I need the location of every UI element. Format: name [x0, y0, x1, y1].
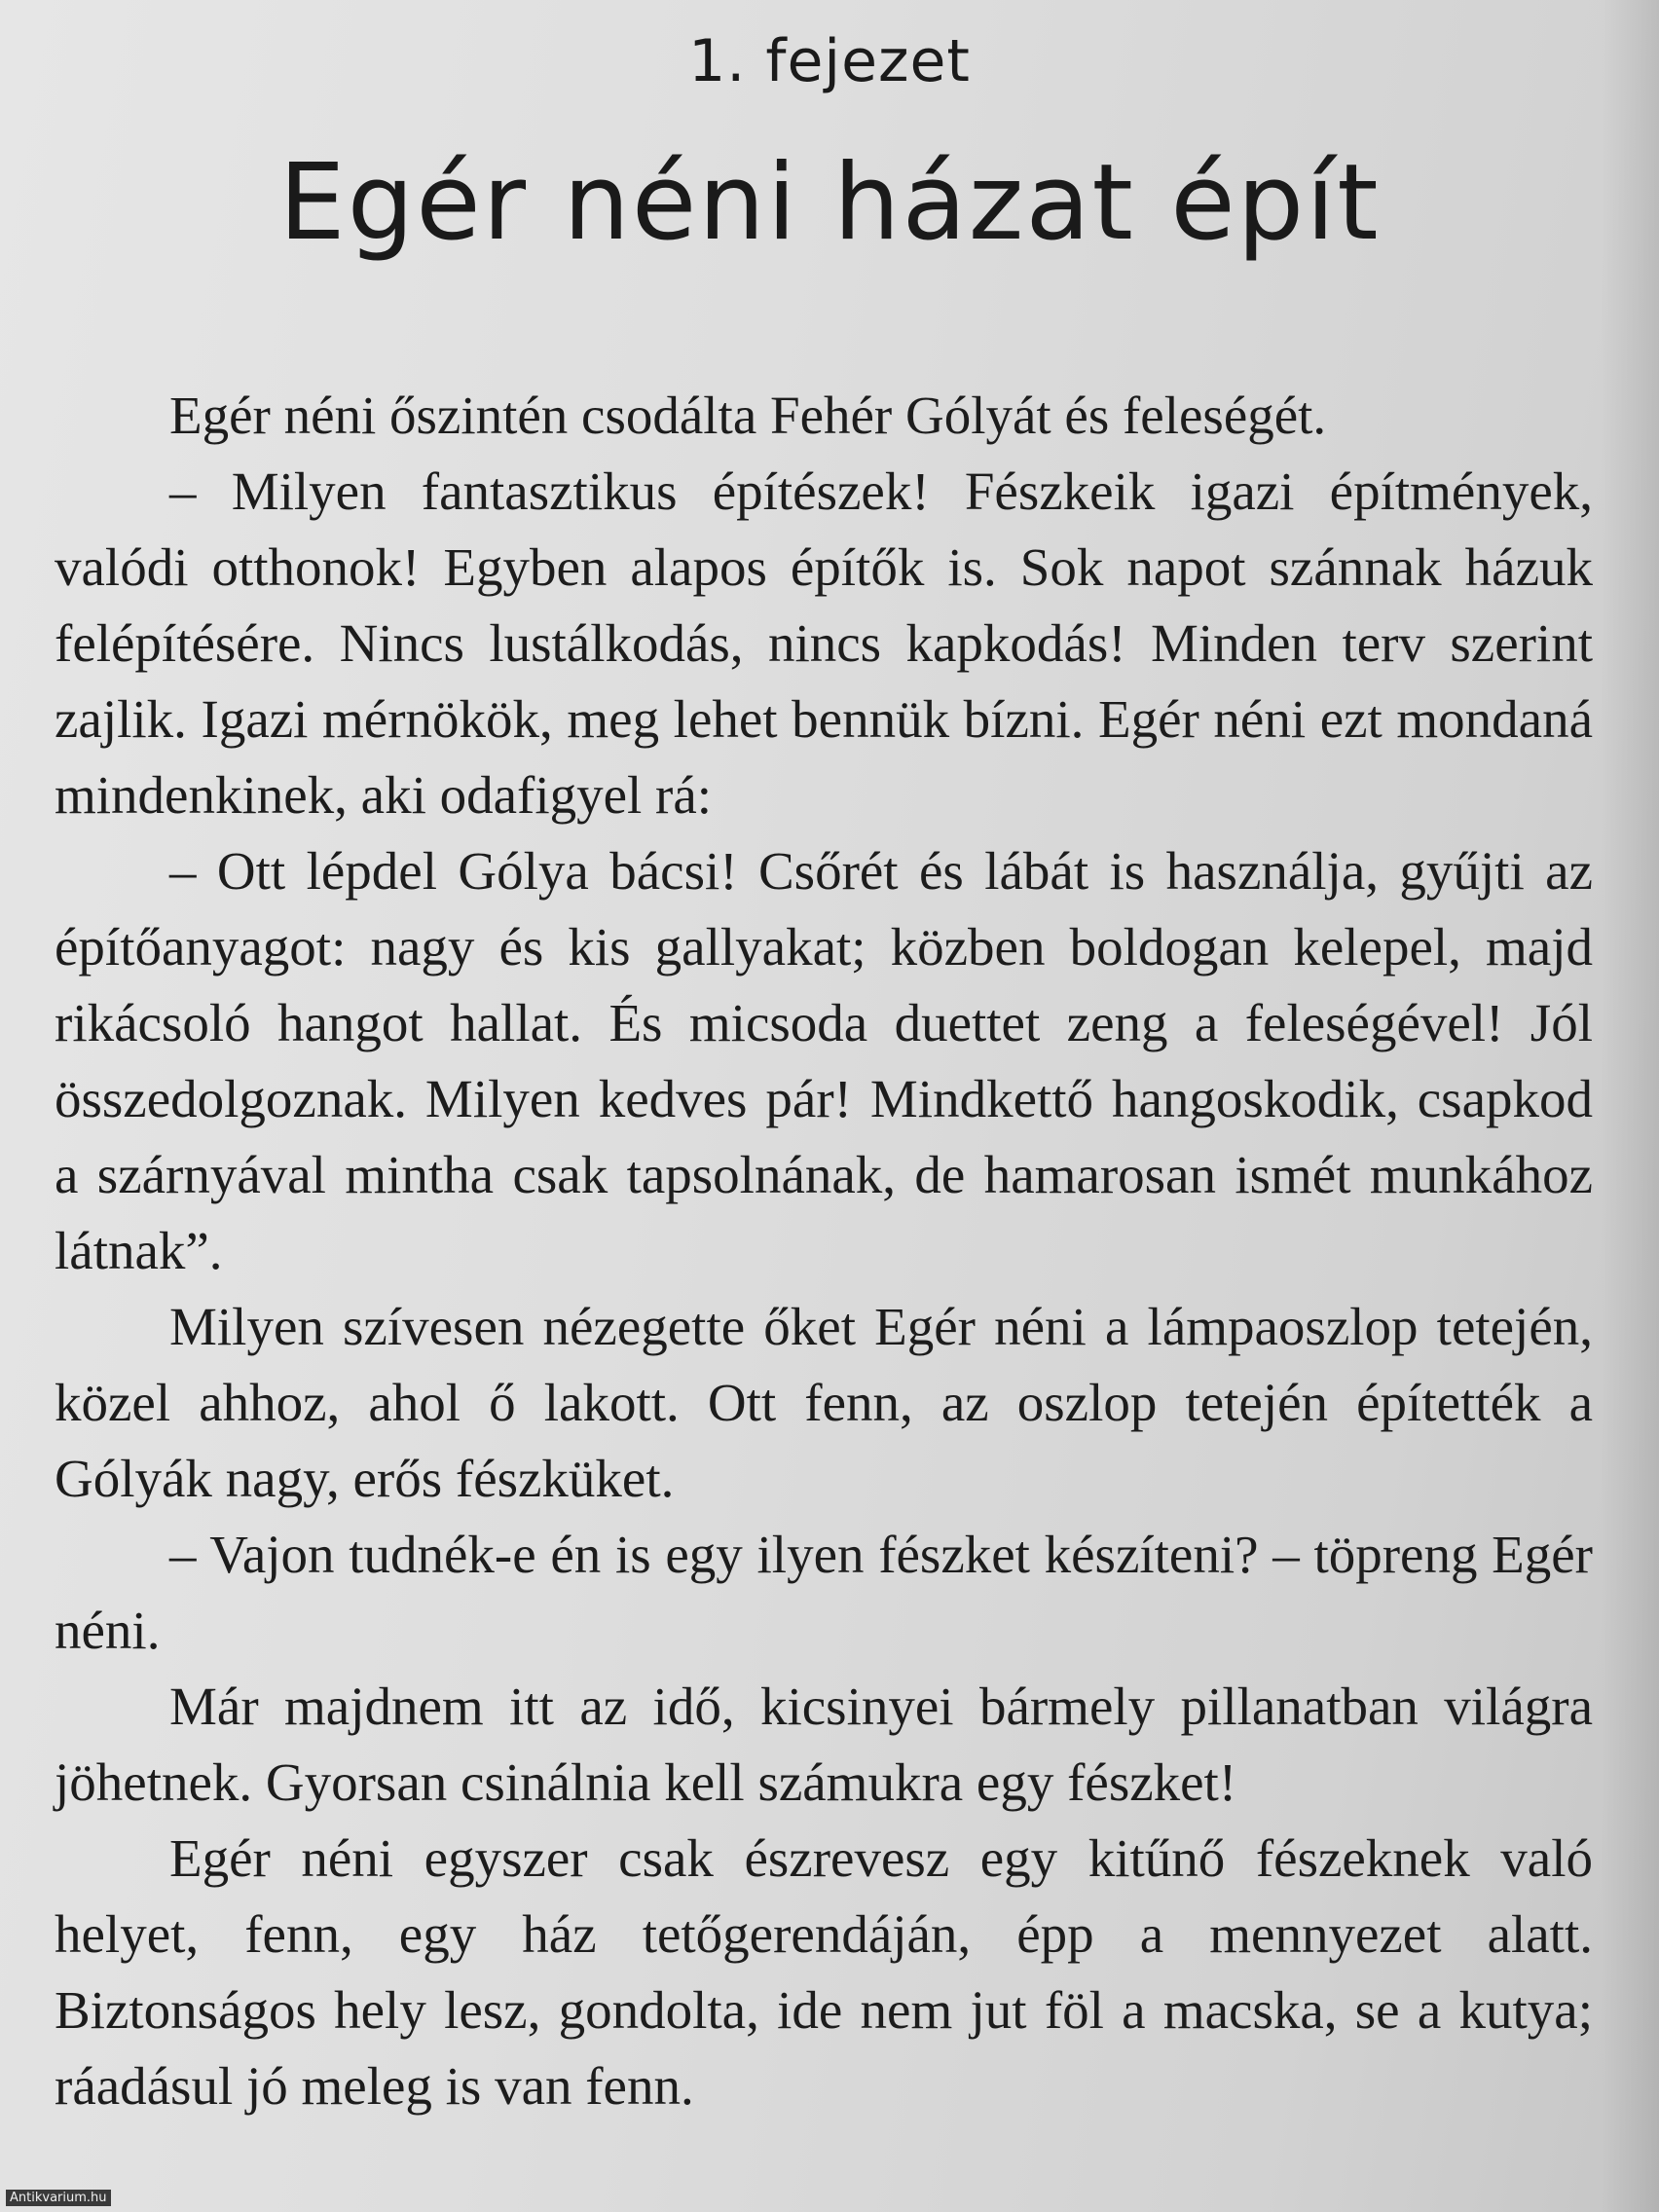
paragraph: Egér néni őszintén csodálta Fehér Gólyát és feleségét. [169, 386, 1327, 445]
paragraph: – Milyen fantasztikus építészek! Fészkeik igazi építmények, valódi otthonok! Egyben alapos építők is. Sok napot szánnak házuk felépítésére. Nincs lustálkodás, nincs kapkodás! Minden terv szerint zajlik. Igazi mérnökök, meg lehet bennük bízni. Egér néni ezt mondaná mindenkinek, aki odafigyel rá: [55, 461, 1593, 825]
page-edge-shadow [1601, 0, 1659, 2212]
paragraph: – Ott lépdel Gólya bácsi! Csőrét és lábát is használja, gyűjti az építőanyagot: nagy és kis gallyakat; közben boldogan kelepel, majd rikácsoló hangot hallat. És micsoda duettet zeng a feleségével! Jól összedolgoznak. Milyen kedves pár! Mindkettő hangoskodik, csapkod a szárnyával mintha csak tapsolnának, de hamarosan ismét munkához látnak”. [55, 841, 1593, 1280]
paragraph: Már majdnem itt az idő, kicsinyei bármely pillanatban világra jöhetnek. Gyorsan csinálnia kell számukra egy fészket! [55, 1677, 1593, 1812]
watermark: Antikvarium.hu [6, 2190, 111, 2206]
chapter-title: Egér néni házat épít [278, 142, 1381, 264]
chapter-number: 1. fejezet [688, 27, 971, 95]
paragraph: – Vajon tudnék-e én is egy ilyen fészket készíteni? – töpreng Egér néni. [55, 1525, 1593, 1660]
body-text [55, 378, 1593, 2124]
paragraph: Milyen szívesen nézegette őket Egér néni a lámpaoszlop tetején, közel ahhoz, ahol ő lakott. Ott fenn, az oszlop tetején építették a Gólyák nagy, erős fészküket. [55, 1297, 1593, 1508]
paragraph: Egér néni egyszer csak észrevesz egy kitűnő fészeknek való helyet, fenn, egy ház tetőgerendáján, épp a mennyezet alatt. Biztonságos hely lesz, gondolta, ide nem jut föl a macska, se a kutya; ráadásul jó meleg is van fenn. [55, 1828, 1593, 2116]
